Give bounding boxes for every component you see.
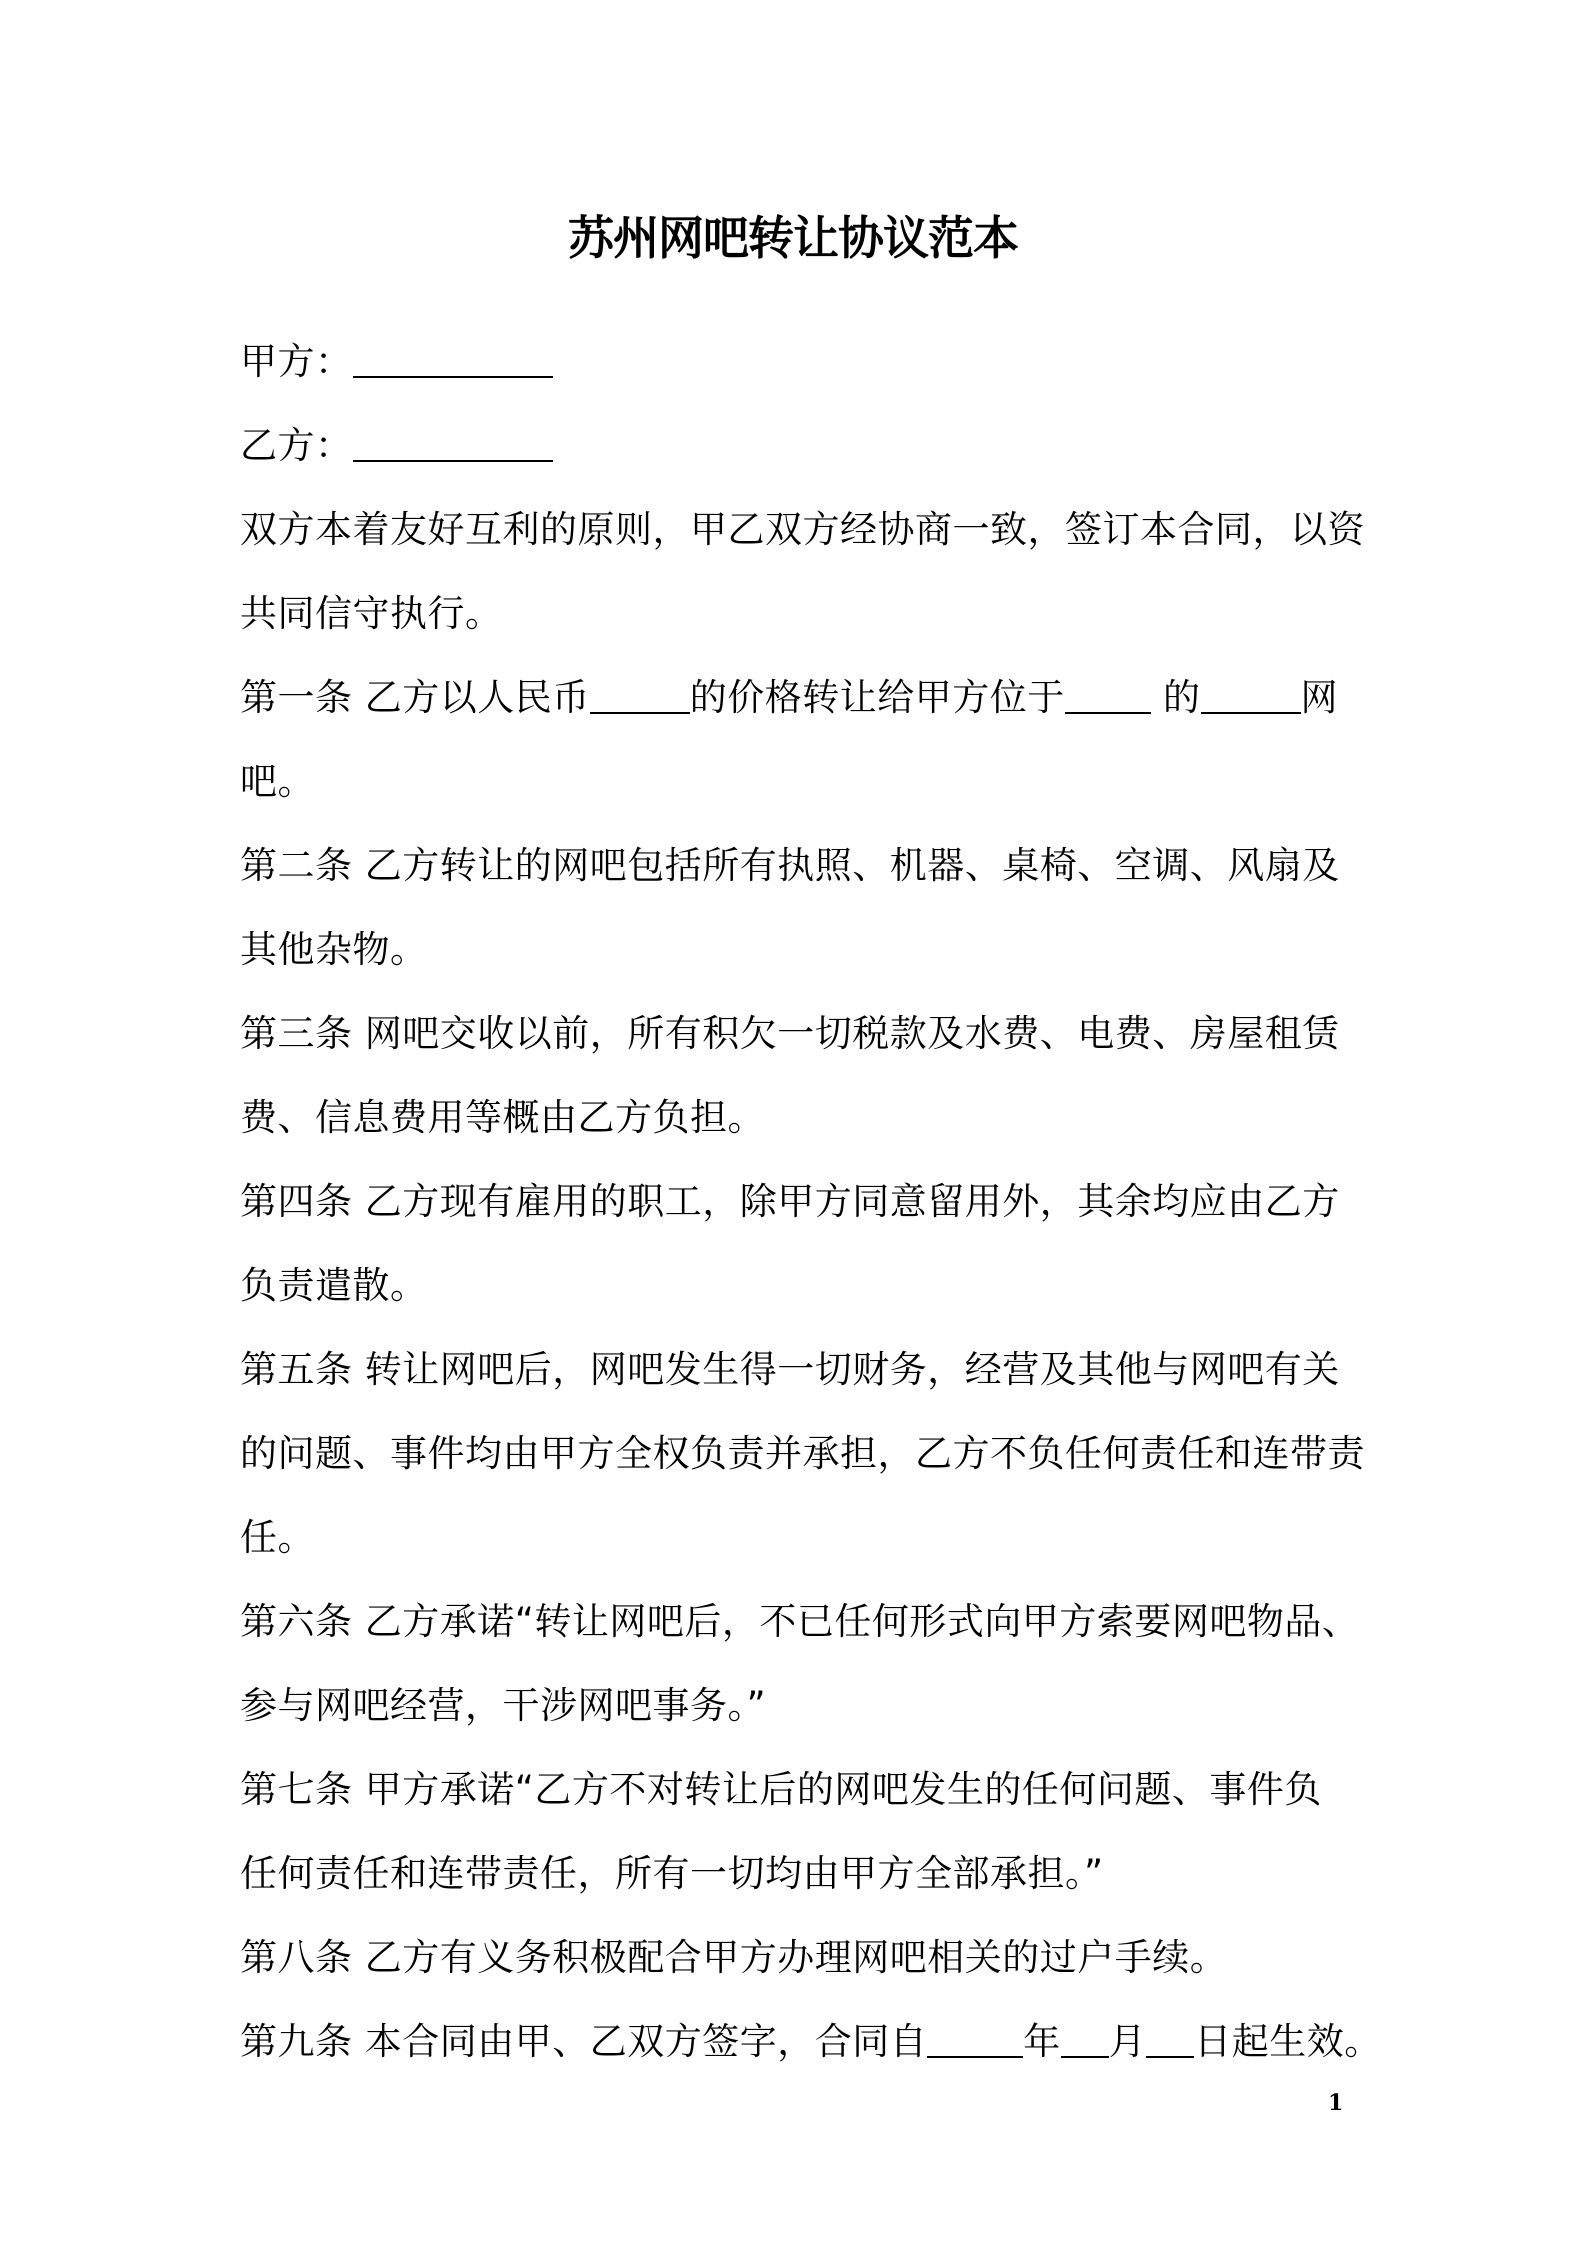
article-7-line-1: 第七条 甲方承诺“乙方不对转让后的网吧发生的任何问题、事件负 xyxy=(240,1768,1322,1811)
article-5-line-3: 任。 xyxy=(240,1516,315,1559)
article-1-text-1: 第一条 乙方以人民币 xyxy=(240,676,590,719)
article-1-line-2: 吧。 xyxy=(240,760,315,803)
day-label: 日起生效。 xyxy=(1194,2020,1382,2063)
article-2-line-2: 其他杂物。 xyxy=(240,928,428,971)
page-number: 1 xyxy=(1328,2090,1344,2116)
intro-line-1: 双方本着友好互利的原则，甲乙双方经协商一致，签订本合同，以资 xyxy=(240,508,1365,551)
location-blank xyxy=(1065,672,1151,714)
article-1-line-1 xyxy=(240,656,1375,740)
article-9-line-1 xyxy=(240,2000,1382,2084)
article-2-line-1: 第二条 乙方转让的网吧包括所有执照、机器、桌椅、空调、风扇及 xyxy=(240,844,1340,887)
article-1-text-2: 的价格转让给甲方位于 xyxy=(689,676,1065,719)
article-5-line-1: 第五条 转让网吧后，网吧发生得一切财务，经营及其他与网吧有关 xyxy=(240,1348,1340,1391)
party-a-line xyxy=(240,320,1375,404)
article-4-line-1: 第四条 乙方现有雇用的职工，除甲方同意留用外，其余均应由乙方 xyxy=(240,1180,1340,1223)
price-blank xyxy=(590,672,690,714)
article-7-line-2: 任何责任和连带责任，所有一切均由甲方全部承担。” xyxy=(240,1852,1104,1895)
party-a-label: 甲方： xyxy=(240,340,353,383)
day-blank xyxy=(1146,2016,1194,2058)
article-9-text-1: 第九条 本合同由甲、乙双方签字，合同自 xyxy=(240,2020,928,2063)
document-title: 苏州网吧转让协议范本 xyxy=(568,211,1018,265)
year-blank xyxy=(927,2016,1023,2058)
party-a-blank xyxy=(353,336,553,378)
article-8-line-1: 第八条 乙方有义务积极配合甲方办理网吧相关的过户手续。 xyxy=(240,1936,1228,1979)
article-1-text-4: 网 xyxy=(1300,676,1339,719)
article-4-line-2: 负责遣散。 xyxy=(240,1264,428,1307)
month-blank xyxy=(1061,2016,1109,2058)
article-3-line-2: 费、信息费用等概由乙方负担。 xyxy=(240,1096,765,1139)
month-label: 月 xyxy=(1108,2020,1147,2063)
article-3-line-1: 第三条 网吧交收以前，所有积欠一切税款及水费、电费、房屋租赁 xyxy=(240,1012,1340,1055)
year-label: 年 xyxy=(1023,2020,1061,2063)
article-1-text-3: 的 xyxy=(1150,676,1201,719)
article-6-line-1: 第六条 乙方承诺“转让网吧后，不已任何形式向甲方索要网吧物品、 xyxy=(240,1600,1360,1643)
article-6-line-2: 参与网吧经营，干涉网吧事务。” xyxy=(240,1684,767,1727)
netcafe-name-blank xyxy=(1201,672,1301,714)
article-5-line-2: 的问题、事件均由甲方全权负责并承担，乙方不负任何责任和连带责 xyxy=(240,1432,1365,1475)
intro-line-2: 共同信守执行。 xyxy=(240,592,503,635)
document-body xyxy=(240,320,1382,2084)
party-b-label: 乙方： xyxy=(240,424,353,467)
party-b-line xyxy=(240,404,1375,488)
party-b-blank xyxy=(353,420,553,462)
